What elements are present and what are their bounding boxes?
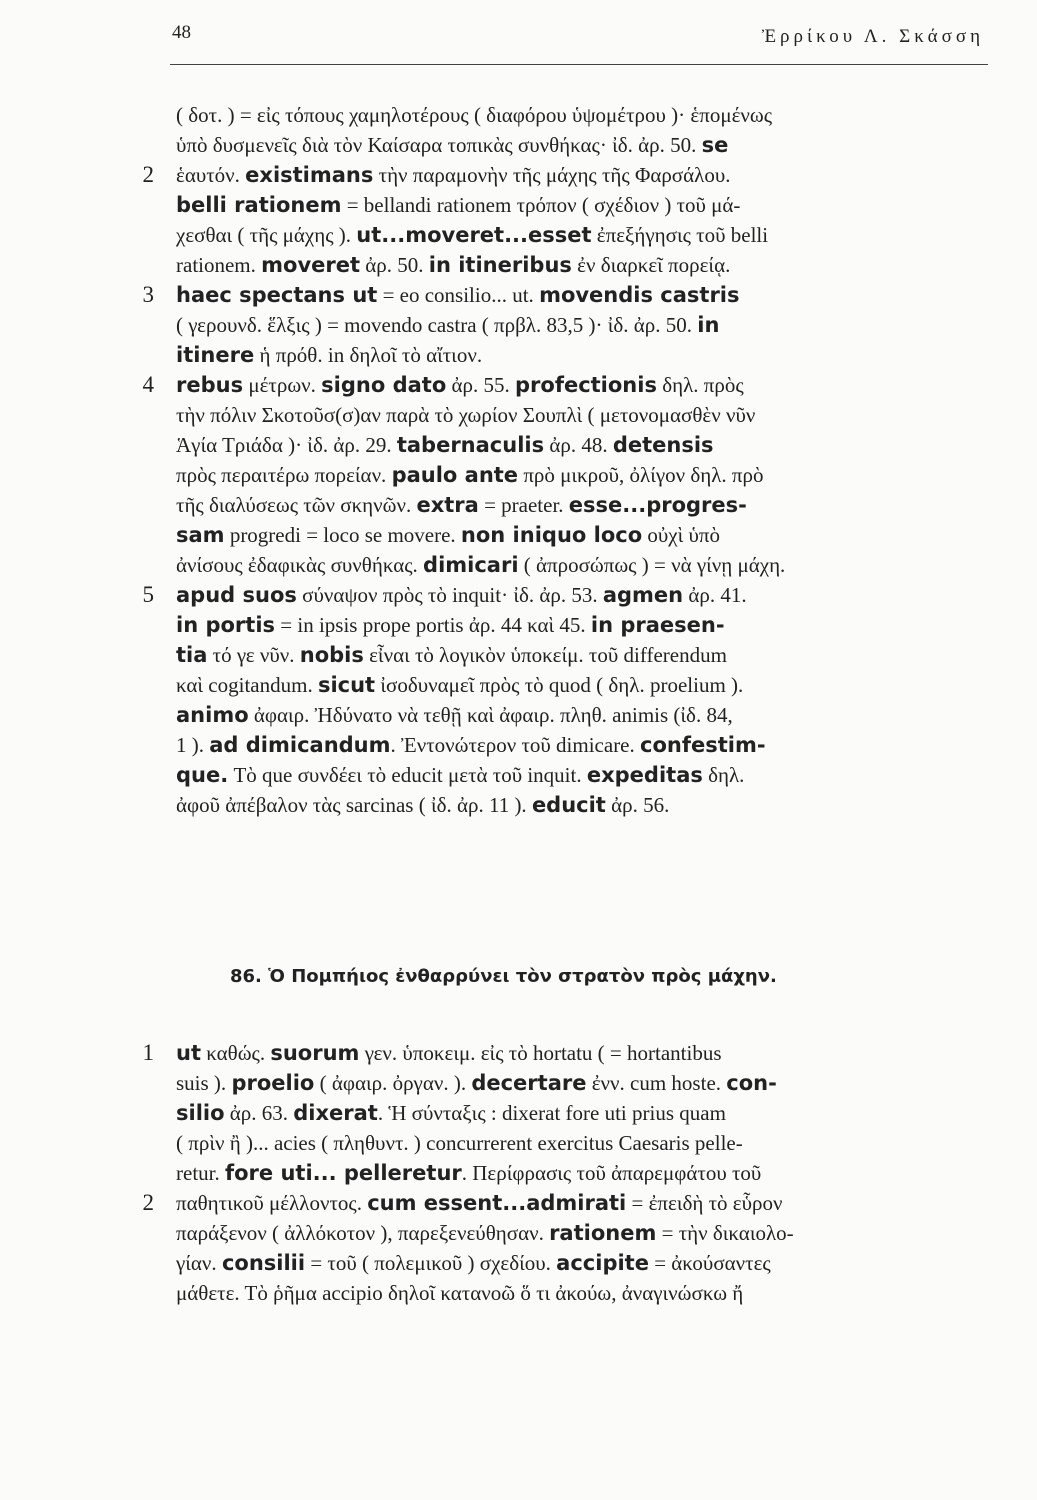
latin-lemma: agmen [602,583,684,607]
gloss-text: ( γερουνδ. ἕλξις ) = movendo castra ( πρβλ. 83,5 )· ἰδ. ἀρ. 50. [176,313,698,337]
text-line [134,670,994,700]
gloss-text: ( δοτ. ) = εἰς τόπους χαμηλοτέρους ( διαφόρου ὑψομέτρου )· ἑπομένως [176,103,773,127]
gloss-text: retur. [176,1161,225,1185]
latin-lemma: sam [176,523,225,547]
latin-lemma: que. [176,763,229,787]
latin-lemma: educit [531,793,606,817]
gloss-text: ἀφοῦ ἀπέβαλον τὰς sarcinas ( ἰδ. ἀρ. 11 ). [176,793,532,817]
gloss-text: πρὸ μικροῦ, ὀλίγον δηλ. πρὸ [518,463,764,487]
text-line [134,280,994,310]
gloss-text: ἀρ. 48. [544,433,613,457]
text-line [134,460,994,490]
latin-lemma: con- [726,1071,777,1095]
text-line [134,550,994,580]
latin-lemma: ad dimicandum [209,733,391,757]
gloss-text: = praeter. [478,493,569,517]
gloss-text: γίαν. [176,1251,222,1275]
gloss-text: = bellandi rationem τρόπον ( σχέδιον ) τοῦ μά- [341,193,741,217]
latin-lemma: signo dato [321,373,447,397]
latin-lemma: rationem [549,1221,657,1245]
gloss-text: ( ἀπροσώπως ) = νὰ γίνῃ μάχη. [518,553,786,577]
gloss-text: ἰσοδυναμεῖ πρὸς τὸ quod ( δηλ. proelium ). [375,673,744,697]
text-line [134,1188,994,1218]
section-heading: 86. Ὁ Πομπήιος ἐνθαρρύνει τὸν στρατὸν πρὸς μάχην. [230,966,777,987]
gloss-text: ( πρὶν ἢ )... acies ( πληθυντ. ) concurrerent exercitus Caesaris pelle- [176,1131,743,1155]
text-line [134,580,994,610]
gloss-text: ἑαυτόν. [176,163,246,187]
gloss-text: γεν. ὑποκειμ. εἰς τὸ hortatu ( = hortantibus [359,1041,722,1065]
latin-lemma: decertare [471,1071,587,1095]
gloss-text: = eo consilio... ut. [377,283,540,307]
gloss-text: οὐχὶ ὑπὸ [642,523,721,547]
gloss-text: δηλ. [702,763,745,787]
latin-lemma: in itineribus [428,253,572,277]
latin-lemma: cum essent...admirati [367,1191,627,1215]
latin-lemma: moveret [261,253,361,277]
gloss-text: Ἁγία Τριάδα )· ἰδ. ἀρ. 29. [176,433,397,457]
text-line [134,100,994,130]
gloss-text: 1 ). [176,733,210,757]
gloss-text: ἡ πρόθ. in δηλοῖ τὸ αἴτιον. [254,343,483,367]
text-line [134,520,994,550]
running-head: Ἐρρίκου Λ. Σκάσση [761,26,984,47]
latin-lemma: ut [176,1041,201,1065]
gloss-text: ἀρ. 56. [605,793,670,817]
gloss-text: . Περίφρασις τοῦ ἀπαρεμφάτου τοῦ [461,1161,762,1185]
latin-lemma: profectionis [515,373,657,397]
text-line [134,1038,994,1068]
text-line [134,1098,994,1128]
gloss-text: ἐνν. cum hoste. [586,1071,727,1095]
text-line [134,1248,994,1278]
latin-lemma: animo [176,703,249,727]
gloss-text: καθώς. [201,1041,271,1065]
gloss-text: μάθετε. Τὸ ῥῆμα accipio δηλοῖ κατανοῶ ὅ τι ἀκούω, ἀναγινώσκω ἤ [176,1281,744,1305]
latin-lemma: consilii [221,1251,306,1275]
text-line [134,1128,994,1158]
text-line [134,310,994,340]
text-line [134,1218,994,1248]
latin-lemma: expeditas [586,763,703,787]
commentary-block-85 [134,100,994,820]
latin-lemma: dixerat [293,1101,378,1125]
gloss-text: τό γε νῦν. [207,643,300,667]
latin-lemma: haec spectans ut [176,283,378,307]
gloss-text: . Ἐντονώτερον τοῦ dimicare. [390,733,641,757]
latin-lemma: in [697,313,720,337]
gloss-text: σύναψον πρὸς τὸ inquit· ἰδ. ἀρ. 53. [296,583,603,607]
latin-lemma: silio [176,1101,225,1125]
gloss-text: = ἀκούσαντες [648,1251,771,1275]
latin-lemma: proelio [231,1071,315,1095]
gloss-text: ἀρ. 41. [683,583,747,607]
latin-lemma: detensis [612,433,714,457]
gloss-text: εἶναι τὸ λογικὸν ὑποκείμ. τοῦ differendum [363,643,727,667]
gloss-text: παθητικοῦ μέλλοντος. [176,1191,368,1215]
commentary-block-86 [134,1038,994,1308]
latin-lemma: ut...moveret...esset [356,223,592,247]
text-line [134,400,994,430]
gloss-text: Τὸ que συνδέει τὸ educit μετὰ τοῦ inquit. [228,763,587,787]
latin-lemma: tia [176,643,208,667]
gloss-text: ἐπεξήγησις τοῦ belli [591,223,769,247]
latin-lemma: in praesen- [590,613,725,637]
text-line [134,190,994,220]
latin-lemma: dimicari [423,553,519,577]
gloss-text: καὶ cogitandum. [176,673,318,697]
latin-lemma: rebus [176,373,244,397]
latin-lemma: belli rationem [176,193,342,217]
latin-lemma: in portis [176,613,276,637]
gloss-text: ὑπὸ δυσμενεῖς διὰ τὸν Καίσαρα τοπικὰς συνθήκας· ἰδ. ἀρ. 50. [176,133,702,157]
gloss-text: χεσθαι ( τῆς μάχης ). [176,223,357,247]
line-number: 2 [142,162,154,187]
gloss-text: rationem. [176,253,262,277]
gloss-text: ἀνίσους ἐδαφικὰς συνθήκας. [176,553,424,577]
line-number: 3 [142,282,154,307]
gloss-text: = τὴν δικαιολο- [656,1221,794,1245]
latin-lemma: tabernaculis [396,433,545,457]
latin-lemma: accipite [556,1251,649,1275]
gloss-text: ἐν διαρκεῖ πορείᾳ. [571,253,731,277]
gloss-text: = ἐπειδὴ τὸ εὗρον [626,1191,783,1215]
latin-lemma: extra [416,493,479,517]
text-line [134,1158,994,1188]
latin-lemma: esse...progres- [568,493,747,517]
line-number: 5 [142,582,154,607]
gloss-text: = in ipsis prope portis ἀρ. 44 καὶ 45. [275,613,591,637]
page-number: 48 [172,22,191,43]
latin-lemma: existimans [245,163,374,187]
gloss-text: δηλ. πρὸς [656,373,744,397]
latin-lemma: paulo ante [391,463,519,487]
text-line [134,760,994,790]
line-number: 1 [142,1040,154,1065]
text-line [134,700,994,730]
text-line [134,160,994,190]
latin-lemma: apud suos [176,583,297,607]
text-line [134,220,994,250]
latin-lemma: nobis [299,643,364,667]
page-header [170,14,988,65]
gloss-text: τῆς διαλύσεως τῶν σκηνῶν. [176,493,417,517]
gloss-text: ἀρ. 55. [446,373,515,397]
gloss-text: μέτρων. [243,373,322,397]
latin-lemma: movendis castris [539,283,740,307]
text-line [134,1278,994,1308]
text-line [134,730,994,760]
latin-lemma: confestim- [640,733,766,757]
latin-lemma: fore uti... pelleretur [224,1161,462,1185]
latin-lemma: non iniquo loco [460,523,643,547]
latin-lemma: sicut [317,673,376,697]
latin-lemma: itinere [176,343,255,367]
gloss-text: τὴν παραμονὴν τῆς μάχης τῆς Φαρσάλου. [373,163,731,187]
gloss-text: ἀρ. 50. [360,253,429,277]
text-line [134,610,994,640]
gloss-text: suis ). [176,1071,232,1095]
gloss-text: ἀρ. 63. [224,1101,294,1125]
text-line [134,370,994,400]
text-line [134,490,994,520]
text-line [134,130,994,160]
line-number: 2 [142,1190,154,1215]
gloss-text: ( ἀφαιρ. ὀργαν. ). [314,1071,472,1095]
text-line [134,430,994,460]
gloss-text: = τοῦ ( πολεμικοῦ ) σχεδίου. [305,1251,557,1275]
gloss-text: . Ἡ σύνταξις : dixerat fore uti prius quam [377,1101,726,1125]
latin-lemma: suorum [270,1041,360,1065]
latin-lemma: se [701,133,729,157]
text-line [134,340,994,370]
text-line [134,1068,994,1098]
gloss-text: πρὸς περαιτέρω πορείαν. [176,463,392,487]
gloss-text: progredi = loco se movere. [224,523,461,547]
gloss-text: παράξενον ( ἀλλόκοτον ), παρεξενεύθησαν. [176,1221,550,1245]
text-line [134,250,994,280]
line-number: 4 [142,372,154,397]
text-line [134,790,994,820]
gloss-text: ἀφαιρ. Ἠδύνατο νὰ τεθῇ καὶ ἀφαιρ. πληθ. animis (ἰδ. 84, [248,703,733,727]
text-line [134,640,994,670]
gloss-text: τὴν πόλιν Σκοτοῦσ(σ)αν παρὰ τὸ χωρίον Σουπλὶ ( μετονομασθὲν νῦν [176,403,756,427]
